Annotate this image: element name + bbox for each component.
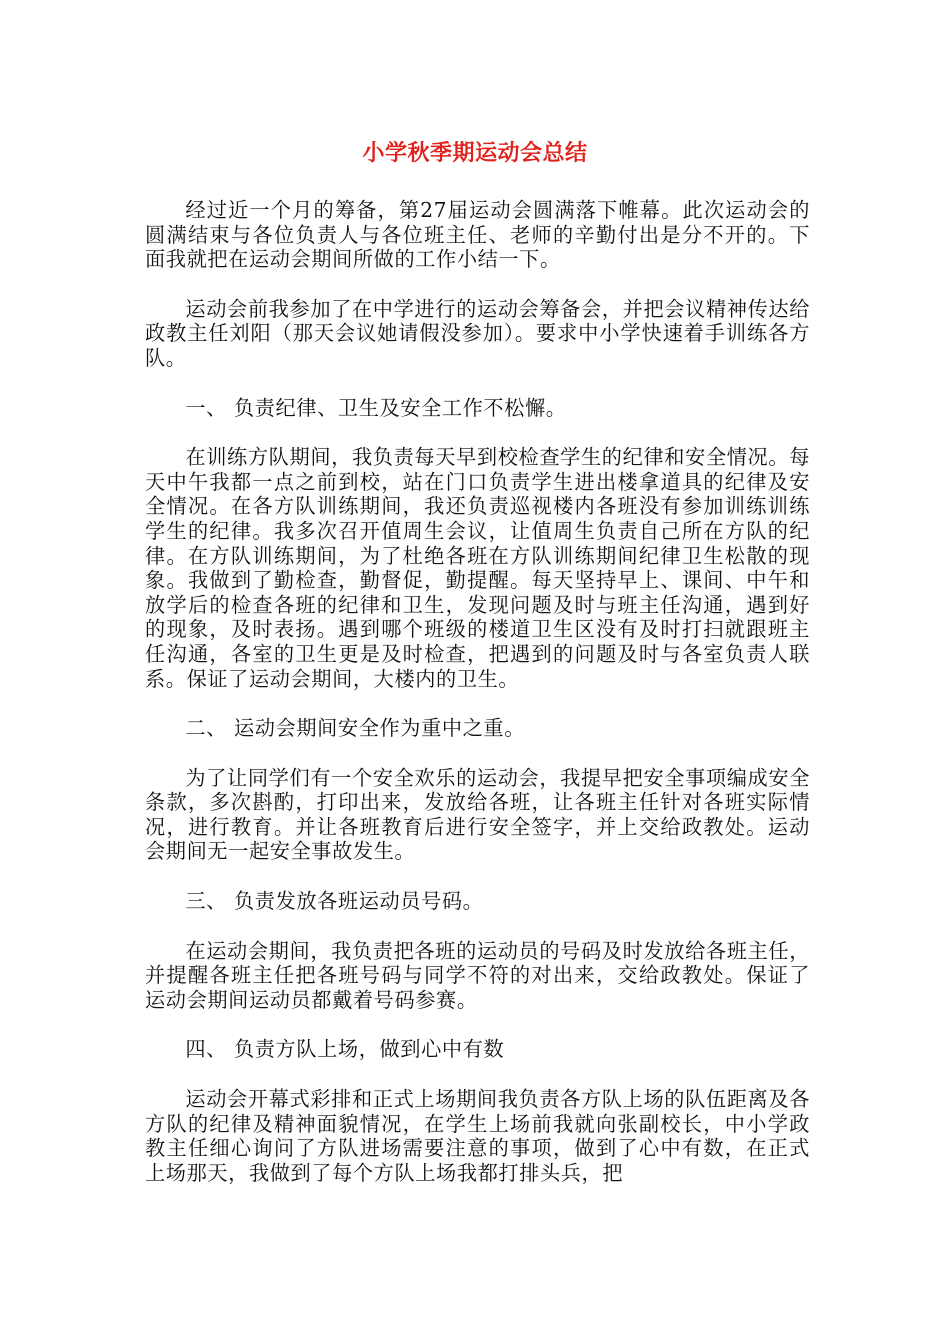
document-body	[145, 198, 810, 1210]
paragraph-section-3: 在运动会期间，我负责把各班的运动员的号码及时发放给各班主任，并提醒各班主任把各班号码与同学不符的对出来，交给政教处。保证了运动会期间运动员都戴着号码参赛。	[145, 938, 810, 1012]
paragraph-section-1: 在训练方队期间，我负责每天早到校检查学生的纪律和安全情况。每天中午我都一点之前到校，站在门口负责学生进出楼拿道具的纪律及安全情况。在各方队训练期间，我还负责巡视楼内各班没有参加训练训练学生的纪律。我多次召开值周生会议，让值周生负责自己所在方队的纪律。在方队训练期间，为了杜绝各班在方队训练期间纪律卫生松散的现象。我做到了勤检查，勤督促，勤提醒。每天坚持早上、课间、中午和放学后的检查各班的纪律和卫生，发现问题及时与班主任沟通，遇到好的现象，及时表扬。遇到哪个班级的楼道卫生区没有及时打扫就跟班主任沟通，各室的卫生更是及时检查，把遇到的问题及时与各室负责人联系。保证了运动会期间，大楼内的卫生。	[145, 445, 810, 691]
paragraph-section-2: 为了让同学们有一个安全欢乐的运动会，我提早把安全事项编成安全条款，多次斟酌，打印出来，发放给各班，让各班主任针对各班实际情况，进行教育。并让各班教育后进行安全签字，并上交给政教处。运动会期间无一起安全事故发生。	[145, 765, 810, 864]
section-heading-2: 二、 运动会期间安全作为重中之重。	[185, 716, 526, 741]
paragraph-section-4: 运动会开幕式彩排和正式上场期间我负责各方队上场的队伍距离及各方队的纪律及精神面貌情况，在学生上场前我就向张副校长，中小学政教主任细心询问了方队进场需要注意的事项，做到了心中有数，在正式上场那天，我做到了每个方队上场我都打排头兵，把	[145, 1087, 810, 1185]
paragraph-preparation: 运动会前我参加了在中学进行的运动会筹备会，并把会议精神传达给政教主任刘阳（那天会议她请假没参加）。要求中小学快速着手训练各方队。	[145, 296, 810, 370]
paragraph-intro: 经过近一个月的筹备，第27届运动会圆满落下帷幕。此次运动会的圆满结束与各位负责人与各位班主任、老师的辛勤付出是分不开的。下面我就把在运动会期间所做的工作小结一下。	[145, 198, 810, 272]
section-heading-3: 三、 负责发放各班运动员号码。	[185, 889, 484, 914]
document-title: 小学秋季期运动会总结	[362, 141, 588, 166]
section-heading-4: 四、 负责方队上场，做到心中有数	[185, 1037, 505, 1062]
section-heading-1: 一、 负责纪律、卫生及安全工作不松懈。	[185, 395, 567, 420]
